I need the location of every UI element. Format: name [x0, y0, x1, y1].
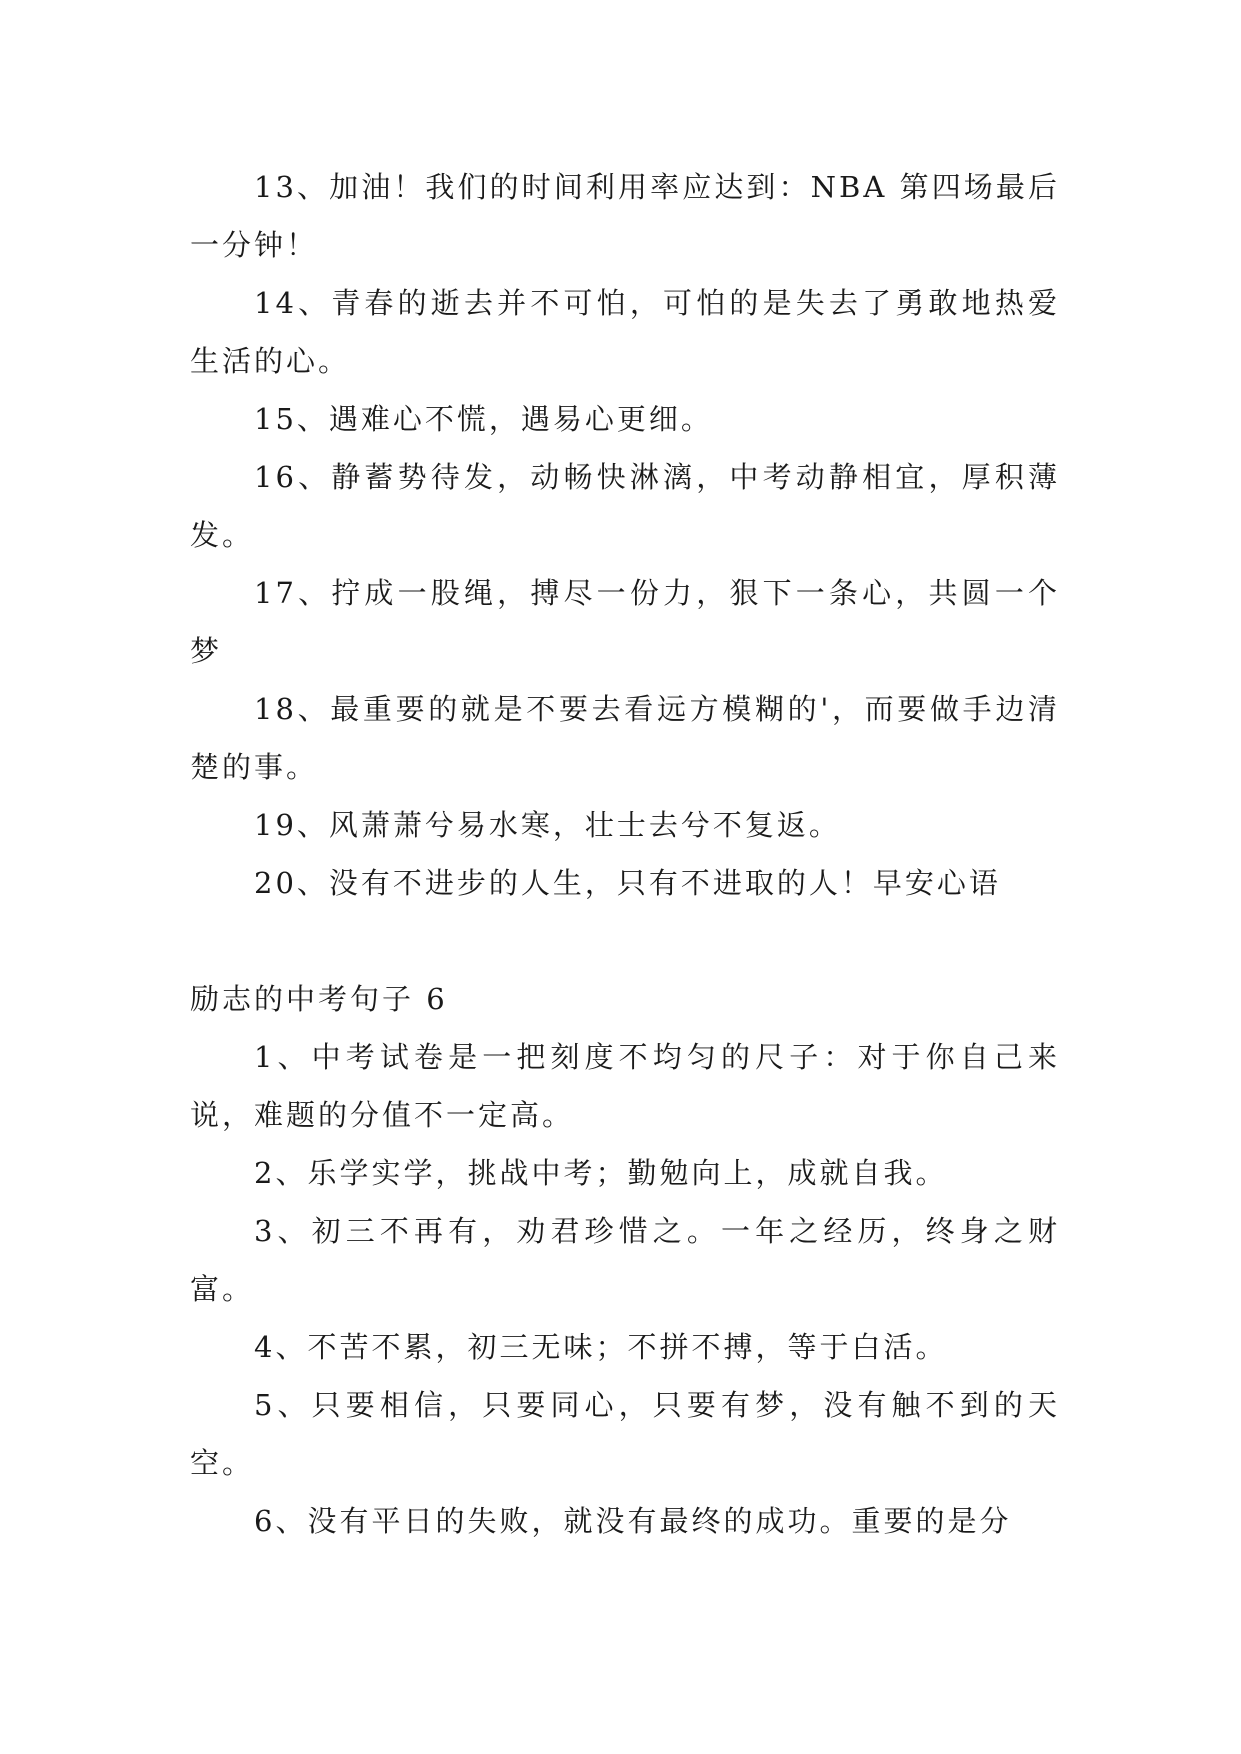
list-item: 15、遇难心不慌，遇易心更细。	[254, 402, 713, 436]
list-item: 16、静蓄势待发，动畅快淋漓，中考动静相宜，厚积薄发。	[190, 460, 1060, 552]
document-body	[190, 158, 1060, 1550]
list-item: 14、青春的逝去并不可怕，可怕的是失去了勇敢地热爱生活的心。	[190, 286, 1060, 378]
list-item: 13、加油！我们的时间利用率应达到：NBA 第四场最后一分钟！	[190, 170, 1060, 262]
list-item: 3、初三不再有，劝君珍惜之。一年之经历，终身之财富。	[190, 1214, 1060, 1306]
list-item: 18、最重要的就是不要去看远方模糊的'，而要做手边清楚的事。	[190, 692, 1060, 784]
list-item: 4、不苦不累，初三无味；不拼不搏，等于白活。	[254, 1330, 948, 1364]
list-item: 5、只要相信，只要同心，只要有梦，没有触不到的天空。	[190, 1388, 1060, 1480]
list-item: 2、乐学实学，挑战中考；勤勉向上，成就自我。	[254, 1156, 948, 1190]
list-item: 20、没有不进步的人生，只有不进取的人！早安心语	[254, 866, 1001, 900]
list-item: 19、风萧萧兮易水寒，壮士去兮不复返。	[254, 808, 841, 842]
list-item: 1、中考试卷是一把刻度不均匀的尺子：对于你自己来说，难题的分值不一定高。	[190, 1040, 1060, 1132]
section-heading: 励志的中考句子 6	[190, 982, 448, 1016]
list-item: 17、拧成一股绳，搏尽一份力，狠下一条心，共圆一个梦	[190, 576, 1060, 668]
list-item: 6、没有平日的失败，就没有最终的成功。重要的是分	[254, 1504, 1012, 1538]
